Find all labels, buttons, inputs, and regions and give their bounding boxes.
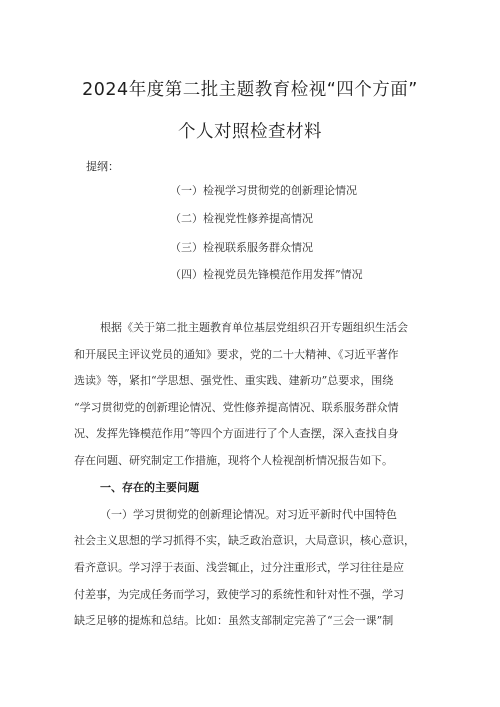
outline-item: （四）检视党员先锋模范作用发挥”情况 xyxy=(170,268,363,281)
intro-line: 和开展民主评议党员的通知》要求，党的二十大精神、《习近平著作 xyxy=(74,348,399,361)
outline-item: （二）检视党性修养提高情况 xyxy=(170,212,313,225)
intro-line: 根据《关于第二批主题教育单位基层党组织召开专题组织生活会 xyxy=(100,321,408,334)
outline-item: （三）检视联系服务群众情况 xyxy=(170,241,313,254)
outline-label: 提纲： xyxy=(86,160,119,173)
intro-line: 存在问题、研究制定工作措施，现将个人检视剖析情况报告如下。 xyxy=(74,454,393,467)
outline-item: （一）检视学习贯彻党的创新理论情况 xyxy=(170,184,357,197)
section-line: 社会主义思想的学习抓得不实，缺乏政治意识，大局意识，核心意识， xyxy=(74,534,415,547)
section-line: 付差事，为完成任务而学习，致使学习的系统性和针对性不强，学习 xyxy=(74,588,404,601)
section-heading: 一、存在的主要问题 xyxy=(100,481,199,494)
document-title-line-1: 2024年度第二批主题教育检视“四个方面” xyxy=(82,80,418,100)
section-line: 缺乏足够的提炼和总结。比如：虽然支部制定完善了“三会一课”制 xyxy=(74,614,394,627)
document-title-line-2: 个人对照检查材料 xyxy=(178,122,322,142)
intro-line: “学习贯彻党的创新理论情况、党性修养提高情况、联系服务群众情 xyxy=(74,401,399,414)
intro-line: 况、发挥先锋模范作用”等四个方面进行了个人查摆，深入查找自身 xyxy=(74,427,399,440)
section-line: 看齐意识。学习浮于表面、浅尝辄止，过分注重形式，学习往往是应 xyxy=(74,561,404,574)
intro-line: 选读》等，紧扣“学思想、强党性、重实践、建新功”总要求，围绕 xyxy=(74,374,394,387)
section-line: （一）学习贯彻党的创新理论情况。对习近平新时代中国特色 xyxy=(100,508,397,521)
